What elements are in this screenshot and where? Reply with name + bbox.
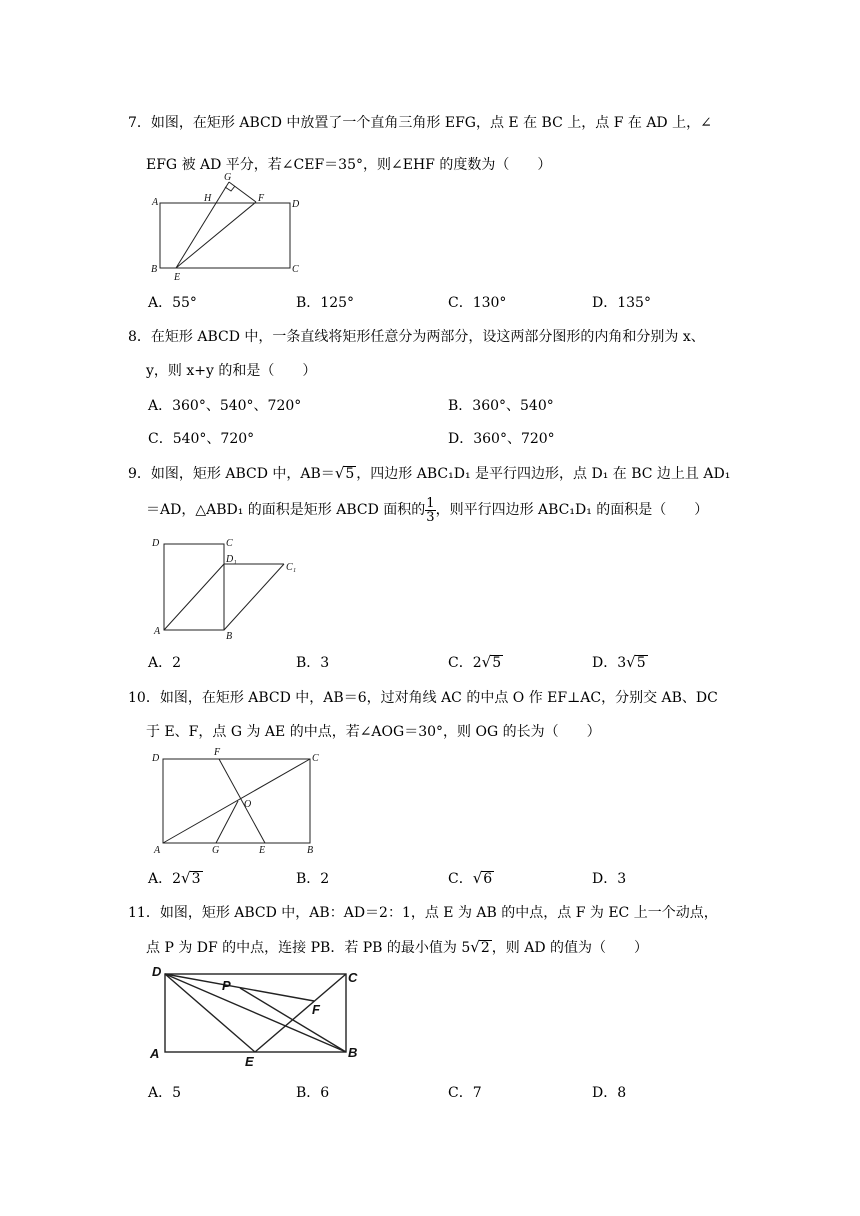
q11-figure bbox=[146, 960, 376, 1072]
q9-text-line2 bbox=[128, 495, 738, 525]
q7-label-d: D bbox=[292, 199, 300, 210]
q9-line1-b: ，四边形 ABC₁D₁ 是平行四边形，点 D₁ 在 BC 边上且 AD₁ bbox=[356, 466, 731, 482]
q9-fraction: $\frac{1}{3}$ bbox=[426, 495, 435, 525]
q8-option-a[interactable]: A．360°、540°、720° bbox=[148, 398, 302, 414]
question-8 bbox=[128, 322, 738, 386]
q11-text-line2: 点 P 为 DF 的中点，连接 PB．若 PB 的最小值为 5√2 ，则 AD 的值为（ ） bbox=[146, 938, 649, 956]
q11-line2-a: 点 P 为 DF 的中点，连接 PB．若 PB 的最小值为 5 bbox=[146, 940, 471, 956]
q7-label-h: H bbox=[204, 193, 212, 204]
q9-line1-a: 9．如图，矩形 ABCD 中，AB＝ bbox=[128, 466, 335, 482]
q10-text-line2: 于 E、F，点 G 为 AE 的中点，若∠AOG＝30°，则 OG 的长为（ ） bbox=[146, 724, 601, 740]
q9-option-a[interactable]: A．2 bbox=[148, 655, 182, 671]
q8-option-c[interactable]: C．540°、720° bbox=[148, 431, 255, 447]
q7-text-line2: EFG 被 AD 平分，若∠CEF＝35°，则∠EHF 的度数为（ ） bbox=[146, 157, 552, 173]
question-9 bbox=[128, 458, 738, 525]
q7-label-b: B bbox=[151, 264, 158, 275]
q7-label-a: A bbox=[152, 197, 159, 208]
q10-label-f: F bbox=[214, 747, 221, 758]
q9-line-ad1 bbox=[164, 564, 224, 630]
q9-label-b: B bbox=[226, 631, 233, 642]
q9-option-c[interactable]: C．2√5 bbox=[448, 653, 502, 671]
q9-label-d: D bbox=[152, 538, 160, 549]
q8-options-row2 bbox=[148, 428, 748, 452]
q10-figure bbox=[146, 745, 346, 857]
q8-option-b[interactable]: B．360°、540° bbox=[448, 398, 554, 414]
q10-option-d[interactable]: D．3 bbox=[592, 871, 627, 887]
q8-options-row1 bbox=[148, 395, 748, 419]
q10-label-c: C bbox=[312, 753, 319, 764]
q11-option-a[interactable]: A．5 bbox=[148, 1085, 182, 1101]
q11-label-p: P bbox=[222, 978, 231, 993]
q8-text-line2: y，则 x+y 的和是（ ） bbox=[146, 363, 317, 379]
q7-line-eg bbox=[176, 182, 229, 268]
q9-line2-a: ＝AD，△ABD₁ 的面积是矩形 ABCD 面积的 bbox=[146, 502, 426, 518]
q7-option-c[interactable]: C．130° bbox=[448, 295, 507, 311]
q11-line2-b: ，则 AD 的值为（ ） bbox=[491, 940, 649, 956]
q9-option-b[interactable]: B．3 bbox=[296, 655, 330, 671]
q10-options bbox=[148, 868, 748, 892]
q11-option-c[interactable]: C．7 bbox=[448, 1085, 482, 1101]
q9-sqrt-value: 5 bbox=[345, 466, 355, 482]
q11-label-d: D bbox=[152, 964, 162, 979]
q9-text-line1: 9．如图，矩形 ABCD 中，AB＝√5 ，四边形 ABC₁D₁ 是平行四边形，点 D₁ 在 BC 边上且 AD₁ bbox=[128, 464, 731, 482]
q7-label-c: C bbox=[292, 264, 299, 275]
q7-option-a[interactable]: A．55° bbox=[148, 295, 197, 311]
question-10 bbox=[128, 683, 738, 747]
q10-label-g: G bbox=[212, 845, 220, 856]
q7-line-gf bbox=[229, 182, 256, 202]
q9-label-d1: D₁ bbox=[226, 554, 237, 565]
q10-line-ac bbox=[163, 759, 310, 843]
q7-text-line1: 7．如图，在矩形 ABCD 中放置了一个直角三角形 EFG，点 E 在 BC 上，点 F 在 AD 上，∠ bbox=[128, 115, 712, 131]
q10-label-b: B bbox=[307, 845, 314, 856]
q11-label-a: A bbox=[150, 1046, 160, 1061]
q10-line-og bbox=[216, 801, 238, 843]
q11-line-df bbox=[165, 974, 314, 1001]
q11-options bbox=[148, 1082, 748, 1106]
q7-line-ef bbox=[176, 202, 256, 268]
q9-line-c1b bbox=[224, 564, 284, 630]
q11-option-b[interactable]: B．6 bbox=[296, 1085, 330, 1101]
q10-option-a[interactable]: A．2√3 bbox=[148, 869, 201, 887]
q10-line-fe bbox=[219, 759, 265, 843]
q7-label-g: G bbox=[224, 172, 232, 183]
q10-option-b[interactable]: B．2 bbox=[296, 871, 330, 887]
q9-rectangle bbox=[164, 544, 224, 630]
q9-line2-b: ，则平行四边形 ABC₁D₁ 的面积是（ ） bbox=[435, 502, 709, 518]
q9-options bbox=[148, 652, 748, 676]
q11-label-b: B bbox=[348, 1045, 358, 1060]
q11-sqrt-value: 2 bbox=[480, 940, 490, 956]
q11-label-c: C bbox=[348, 970, 358, 985]
q9-label-c: C bbox=[226, 538, 233, 549]
q7-option-d[interactable]: D．135° bbox=[592, 295, 651, 311]
q11-option-d[interactable]: D．8 bbox=[592, 1085, 627, 1101]
q7-label-f: F bbox=[258, 193, 265, 204]
q9-label-c1: C₁ bbox=[286, 562, 297, 573]
q10-option-c[interactable]: C．√6 bbox=[448, 869, 493, 887]
q9-option-d[interactable]: D．3√5 bbox=[592, 653, 646, 671]
q11-text-line1: 11．如图，矩形 ABCD 中，AB：AD＝2：1，点 E 为 AB 的中点，点 F 为 EC 上一个动点， bbox=[128, 905, 718, 921]
q7-option-b[interactable]: B．125° bbox=[296, 295, 355, 311]
q10-text-line1: 10．如图，在矩形 ABCD 中，AB＝6，过对角线 AC 的中点 O 作 EF⊥AC，分别交 AB、DC bbox=[128, 690, 718, 706]
q10-label-a: A bbox=[154, 845, 161, 856]
q11-label-e: E bbox=[245, 1054, 254, 1069]
q11-line-ec bbox=[255, 974, 346, 1052]
q10-label-d: D bbox=[152, 753, 160, 764]
q11-label-f: F bbox=[312, 1002, 320, 1017]
q10-label-e: E bbox=[259, 845, 266, 856]
q7-label-e: E bbox=[174, 272, 181, 283]
q9-figure bbox=[146, 533, 306, 643]
q7-figure bbox=[146, 168, 316, 288]
q7-options bbox=[148, 292, 748, 316]
q11-line-de bbox=[165, 974, 255, 1052]
q9-label-a: A bbox=[154, 626, 161, 637]
q10-label-o: O bbox=[244, 799, 252, 810]
question-11 bbox=[128, 898, 738, 963]
q8-text-line1: 8．在矩形 ABCD 中，一条直线将矩形任意分为两部分，设这两部分图形的内角和分别为 x、 bbox=[128, 329, 705, 345]
q7-rectangle bbox=[160, 203, 290, 268]
q8-option-d[interactable]: D．360°、720° bbox=[448, 431, 555, 447]
